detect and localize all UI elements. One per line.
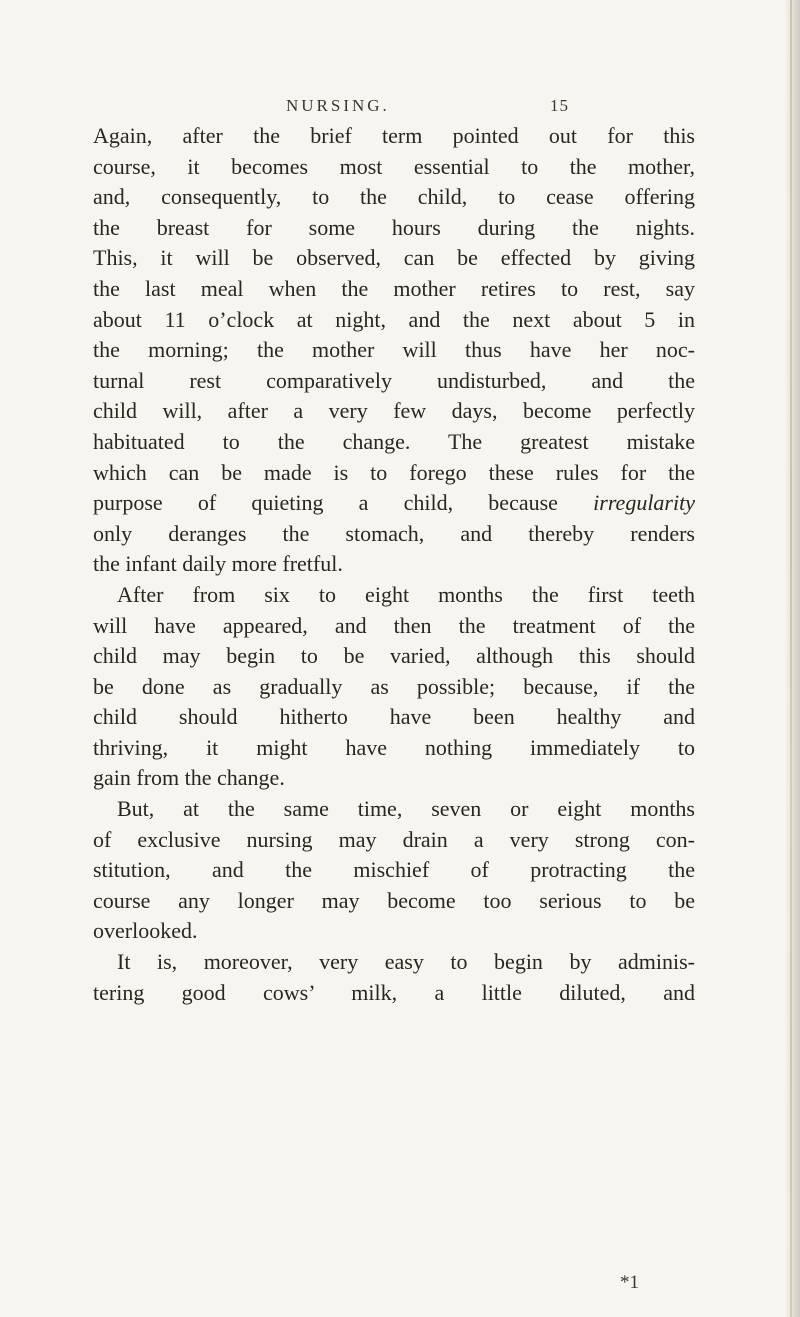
text-line: course any longer may become too serious to be	[93, 887, 695, 913]
signature-mark: *1	[620, 1272, 639, 1293]
page-number: 15	[550, 96, 569, 115]
text-line: be done as gradually as possible; because, if the	[93, 673, 695, 699]
text-line: only deranges the stomach, and thereby renders	[93, 520, 695, 546]
text-line: child should hitherto have been healthy and	[93, 704, 695, 730]
text-line: turnal rest comparatively undisturbed, and the	[93, 367, 695, 393]
text-line: which can be made is to forego these rules for the	[93, 459, 695, 485]
text-line: stitution, and the mischief of protracting the	[93, 857, 695, 883]
text-line: the morning; the mother will thus have her noc-	[93, 337, 695, 363]
text-segment: purpose of quieting a child, because	[93, 490, 594, 516]
italic-word: irregularity	[593, 490, 695, 516]
text-line: course, it becomes most essential to the mother,	[93, 153, 695, 179]
paragraph-start-line: But, at the same time, seven or eight months	[117, 796, 695, 822]
text-line: child will, after a very few days, become perfectly	[93, 398, 695, 424]
paragraph-start-line: After from six to eight months the first teeth	[117, 581, 695, 607]
text-line: about 11 o’clock at night, and the next about 5 in	[93, 306, 695, 332]
text-line: gain from the change.	[93, 765, 285, 791]
text-line: and, consequently, to the child, to cease offering	[93, 184, 695, 210]
text-line: will have appeared, and then the treatment of the	[93, 612, 695, 638]
text-line: thriving, it might have nothing immediately to	[93, 734, 695, 760]
text-line: overlooked.	[93, 918, 198, 944]
text-line: the last meal when the mother retires to rest, say	[93, 275, 695, 301]
text-line: habituated to the change. The greatest mistake	[93, 428, 695, 454]
text-line: Again, after the brief term pointed out for this	[93, 123, 695, 148]
text-line: the breast for some hours during the nights.	[93, 214, 695, 240]
text-line: tering good cows’ milk, a little diluted, and	[93, 979, 695, 1005]
text-line: of exclusive nursing may drain a very strong con-	[93, 826, 695, 852]
running-head: NURSING.	[286, 96, 390, 115]
text-line: child may begin to be varied, although this should	[93, 643, 695, 669]
paragraph-start-line: It is, moreover, very easy to begin by adminis-	[117, 949, 695, 975]
text-line-with-italic	[93, 488, 695, 519]
text-line: the infant daily more fretful.	[93, 551, 343, 577]
body-text	[93, 121, 695, 1008]
page-edge-shadow	[786, 0, 800, 1317]
text-line: This, it will be observed, can be effected by giving	[93, 245, 695, 271]
